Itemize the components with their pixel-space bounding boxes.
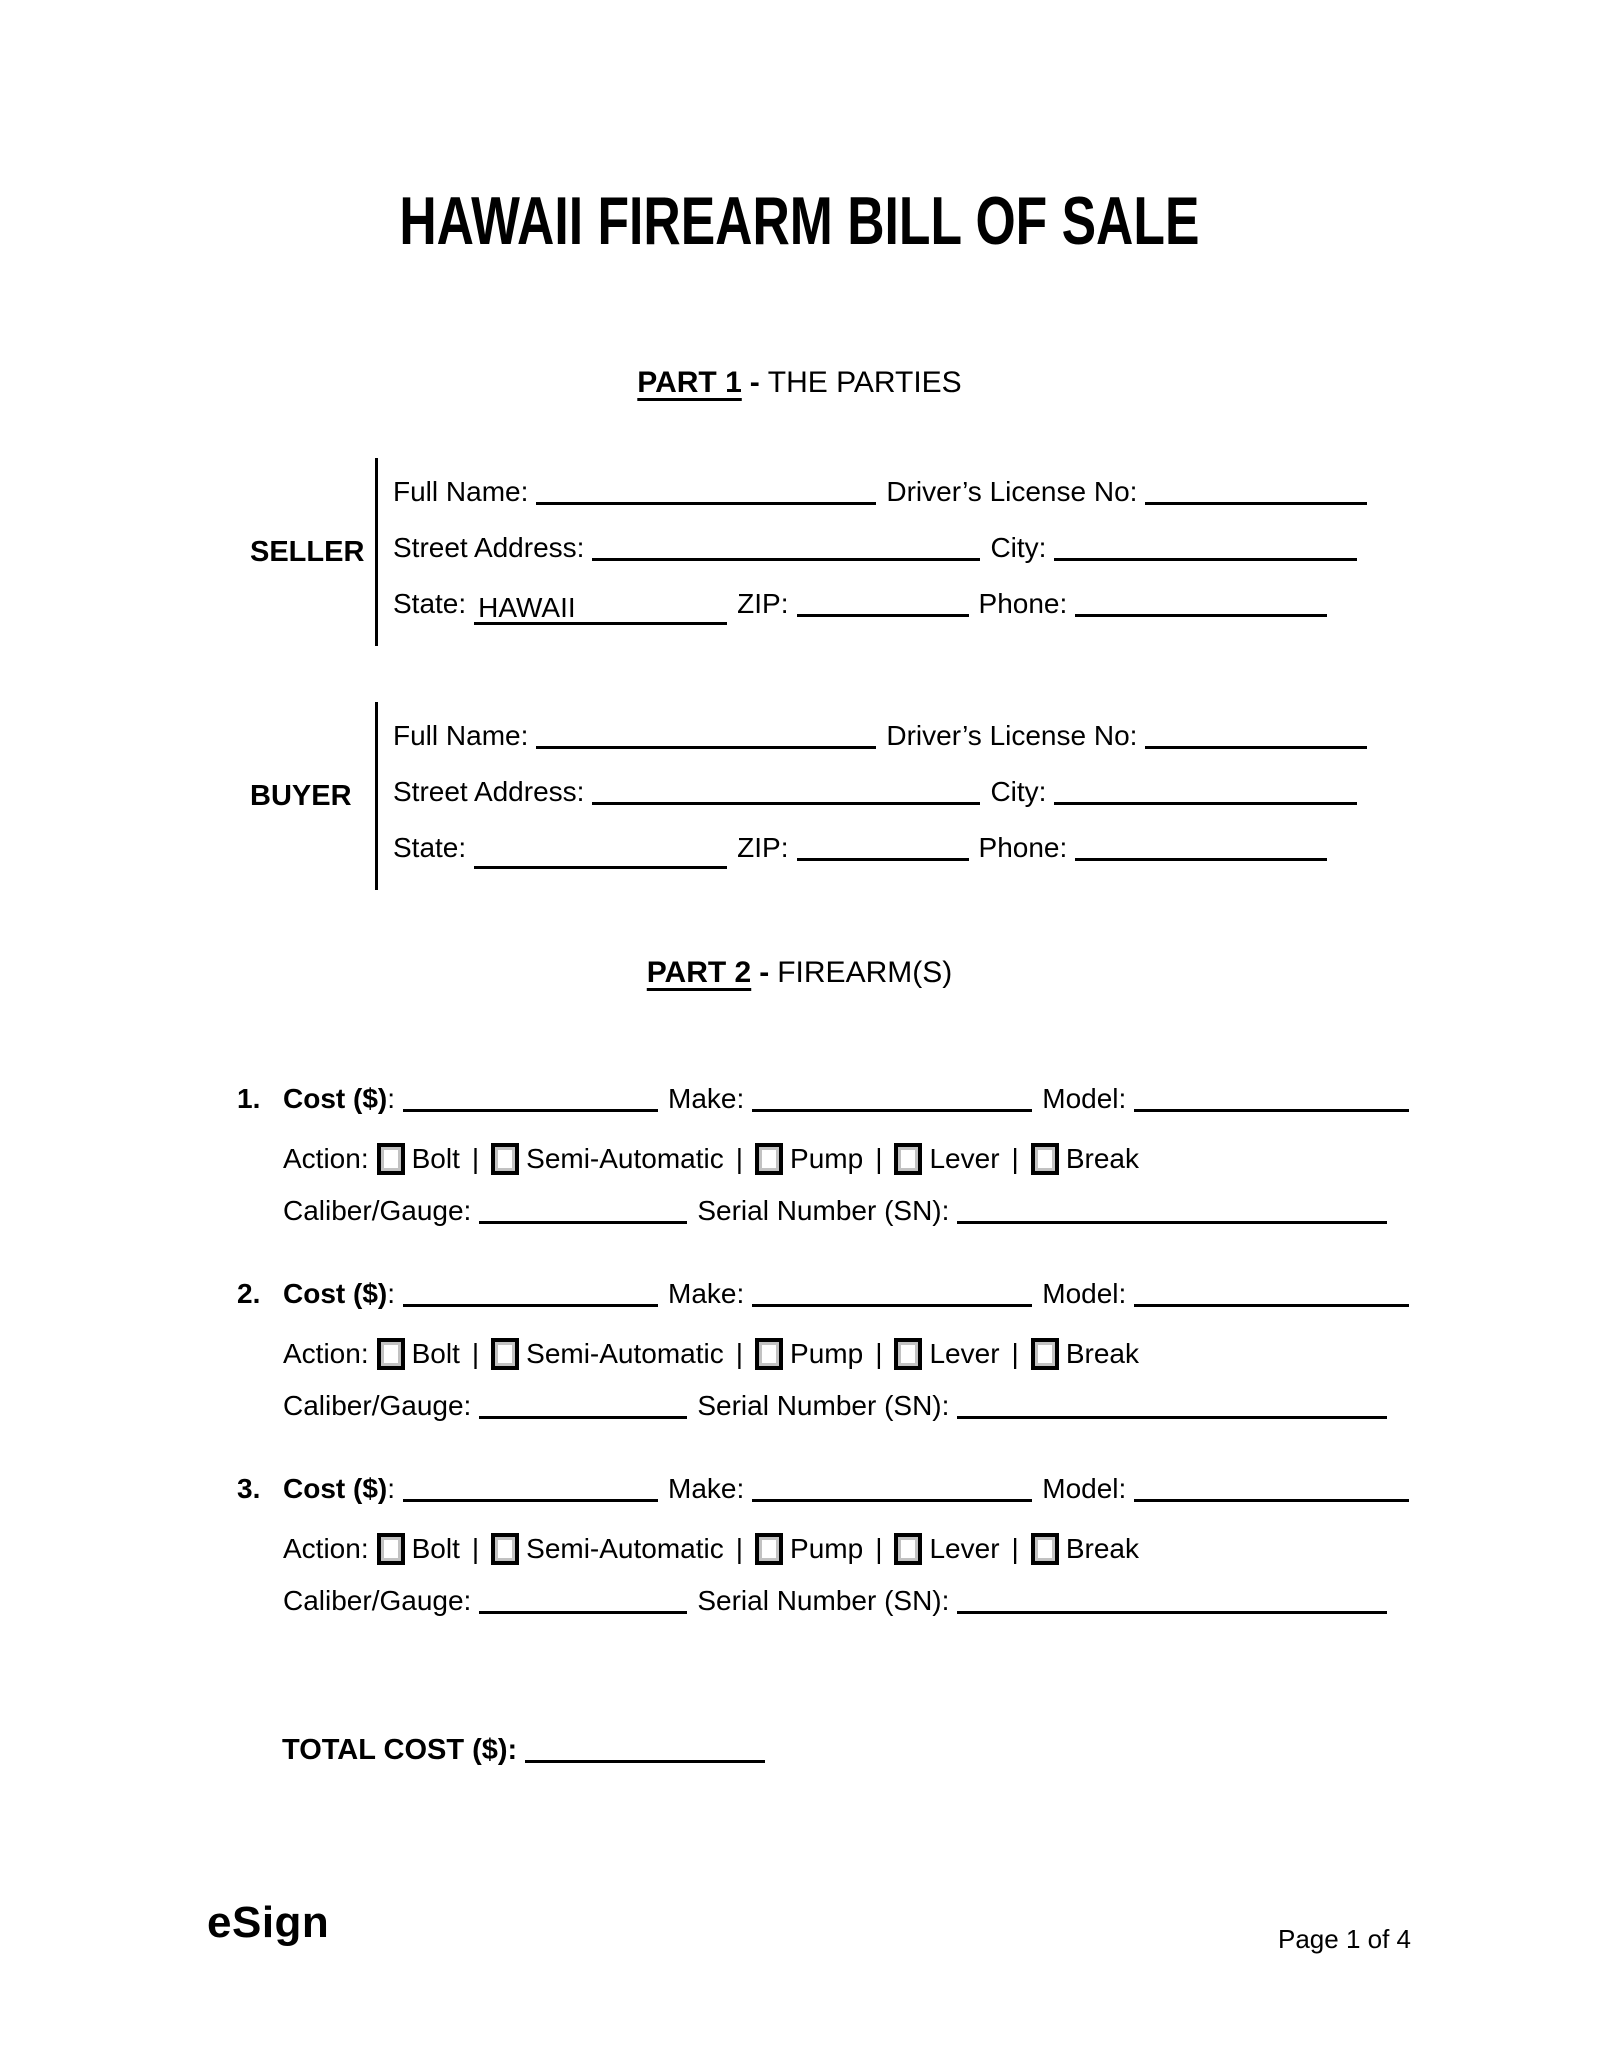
option-separator: | [1011,1338,1019,1369]
firearm-3-lever-checkbox[interactable] [894,1533,922,1565]
firearm-2-serial-blank[interactable] [957,1386,1387,1419]
action-option-break: Break [1065,1533,1139,1564]
option-separator: | [735,1533,744,1564]
firearm-3-model-blank[interactable] [1134,1469,1409,1502]
caliber-gauge-label: Caliber/Gauge: [283,1195,472,1226]
firearm-1-cost-blank[interactable] [403,1079,658,1112]
firearm-2-lever-checkbox[interactable] [894,1338,922,1370]
part2-heading [0,956,1599,990]
option-separator: | [471,1533,480,1564]
drivers-license-label: Driver’s License No: [886,720,1138,751]
firearm-2-caliber-row [283,1382,1409,1438]
option-separator: | [735,1143,744,1174]
model-label: Model: [1042,1473,1127,1504]
action-option-bolt: Bolt [411,1338,460,1369]
action-option-semi-automatic: Semi-Automatic [526,1338,724,1369]
cost-label-colon: : [387,1473,396,1504]
serial-number-label: Serial Number (SN): [697,1390,950,1421]
option-separator: | [875,1338,883,1369]
total-cost-label: TOTAL COST ($): [282,1734,518,1766]
seller-city-blank[interactable] [1054,528,1357,561]
action-option-break: Break [1065,1143,1139,1174]
part1-heading-title: THE PARTIES [767,366,962,399]
firearm-3-action-row [283,1521,1409,1577]
firearm-item-1 [237,1075,1409,1243]
firearm-1-serial-blank[interactable] [957,1191,1387,1224]
part1-heading-label: PART 1 [637,366,742,399]
firearm-2-semi-automatic-checkbox[interactable] [491,1338,519,1370]
seller-section [250,458,1367,646]
make-label: Make: [668,1083,745,1114]
state-label: State: [393,832,467,863]
action-label: Action: [283,1338,369,1369]
firearm-1-bolt-checkbox[interactable] [377,1143,405,1175]
firearm-2-pump-checkbox[interactable] [755,1338,783,1370]
action-option-bolt: Bolt [411,1143,460,1174]
action-option-semi-automatic: Semi-Automatic [526,1143,724,1174]
firearm-1-caliber-row [283,1187,1409,1243]
firearm-2-break-checkbox[interactable] [1031,1338,1059,1370]
part2-heading-label: PART 2 [646,956,752,989]
part2-heading-title: FIREARM(S) [777,956,953,989]
serial-number-label: Serial Number (SN): [697,1195,950,1226]
seller-drivers-license-blank[interactable] [1145,472,1367,505]
buyer-row-state [393,824,1367,880]
zip-label: ZIP: [737,588,789,619]
full-name-label: Full Name: [393,476,529,507]
firearm-3-cost-blank[interactable] [403,1469,658,1502]
firearm-3-semi-automatic-checkbox[interactable] [491,1533,519,1565]
city-label: City: [990,776,1047,807]
action-option-pump: Pump [790,1143,864,1174]
firearm-2-cost-row [237,1270,1409,1326]
firearm-3-number: 3. [237,1473,261,1504]
firearm-1-cost-row [237,1075,1409,1131]
firearm-3-break-checkbox[interactable] [1031,1533,1059,1565]
firearm-2-caliber-blank[interactable] [479,1386,687,1419]
buyer-drivers-license-blank[interactable] [1145,716,1367,749]
option-separator: | [1011,1143,1019,1174]
seller-zip-blank[interactable] [797,584,969,617]
action-option-lever: Lever [929,1143,1000,1174]
cost-label-colon: : [387,1278,396,1309]
phone-label: Phone: [978,588,1068,619]
caliber-gauge-label: Caliber/Gauge: [283,1585,472,1616]
seller-street-address-blank[interactable] [592,528,980,561]
option-separator: | [875,1143,883,1174]
buyer-row-address [393,768,1367,824]
document-title: HAWAII FIREARM BILL OF SALE [399,183,1200,259]
buyer-full-name-blank[interactable] [536,716,876,749]
title-row [0,182,1599,260]
buyer-state-blank[interactable] [474,836,727,869]
buyer-street-address-blank[interactable] [592,772,980,805]
total-cost-blank[interactable] [525,1730,765,1763]
firearm-3-serial-blank[interactable] [957,1581,1387,1614]
esign-logo: eSign [207,1898,330,1947]
firearm-3-make-blank[interactable] [752,1469,1032,1502]
firearm-2-action-row [283,1326,1409,1382]
firearm-1-number: 1. [237,1083,261,1114]
buyer-state-value [474,836,478,867]
firearm-3-pump-checkbox[interactable] [755,1533,783,1565]
seller-phone-blank[interactable] [1075,584,1327,617]
action-option-lever: Lever [929,1533,1000,1564]
option-separator: | [735,1338,744,1369]
seller-state-value: HAWAII [478,592,576,623]
action-label: Action: [283,1143,369,1174]
seller-state-blank[interactable] [474,592,727,625]
caliber-gauge-label: Caliber/Gauge: [283,1390,472,1421]
firearm-3-caliber-row [283,1577,1409,1633]
make-label: Make: [668,1278,745,1309]
option-separator: | [471,1338,480,1369]
firearm-2-cost-blank[interactable] [403,1274,658,1307]
action-label: Action: [283,1533,369,1564]
firearm-item-3 [237,1465,1409,1633]
cost-label: Cost ($) [283,1278,388,1309]
firearm-2-make-blank[interactable] [752,1274,1032,1307]
firearm-1-caliber-blank[interactable] [479,1191,687,1224]
firearm-2-bolt-checkbox[interactable] [377,1338,405,1370]
buyer-zip-blank[interactable] [797,828,969,861]
buyer-role-label: BUYER [250,779,352,812]
firearm-1-pump-checkbox[interactable] [755,1143,783,1175]
page-indicator: Page 1 of 4 [1278,1924,1411,1954]
cost-label: Cost ($) [283,1473,388,1504]
part1-heading-separator: - [749,366,760,399]
model-label: Model: [1042,1278,1127,1309]
part1-heading [0,366,1599,400]
seller-full-name-blank[interactable] [536,472,876,505]
serial-number-label: Serial Number (SN): [697,1585,950,1616]
action-option-semi-automatic: Semi-Automatic [526,1533,724,1564]
cost-label: Cost ($) [283,1083,388,1114]
action-option-lever: Lever [929,1338,1000,1369]
action-option-pump: Pump [790,1338,864,1369]
seller-row-address [393,524,1367,580]
firearm-3-cost-row [237,1465,1409,1521]
firearm-1-action-row [283,1131,1409,1187]
firearm-3-caliber-blank[interactable] [479,1581,687,1614]
firearm-2-number: 2. [237,1278,261,1309]
option-separator: | [471,1143,480,1174]
firearm-2-model-blank[interactable] [1134,1274,1409,1307]
total-cost-row [282,1726,765,1767]
firearm-1-make-blank[interactable] [752,1079,1032,1112]
city-label: City: [990,532,1047,563]
seller-row-state [393,580,1367,636]
firearm-3-bolt-checkbox[interactable] [377,1533,405,1565]
seller-row-name [393,468,1367,524]
buyer-phone-blank[interactable] [1075,828,1327,861]
model-label: Model: [1042,1083,1127,1114]
state-label: State: [393,588,467,619]
option-separator: | [875,1533,883,1564]
seller-role-label: SELLER [250,535,365,568]
firearm-item-2 [237,1270,1409,1438]
drivers-license-label: Driver’s License No: [886,476,1138,507]
phone-label: Phone: [978,832,1068,863]
make-label: Make: [668,1473,745,1504]
firearm-1-semi-automatic-checkbox[interactable] [491,1143,519,1175]
action-option-bolt: Bolt [411,1533,460,1564]
firearm-1-model-blank[interactable] [1134,1079,1409,1112]
cost-label-colon: : [387,1083,396,1114]
street-address-label: Street Address: [393,776,585,807]
action-option-pump: Pump [790,1533,864,1564]
zip-label: ZIP: [737,832,789,863]
firearm-1-lever-checkbox[interactable] [894,1143,922,1175]
action-option-break: Break [1065,1338,1139,1369]
seller-fields [375,458,1367,646]
option-separator: | [1011,1533,1019,1564]
buyer-fields [375,702,1367,890]
buyer-row-name [393,712,1367,768]
buyer-section [250,702,1367,890]
part2-heading-separator: - [759,956,770,989]
street-address-label: Street Address: [393,532,585,563]
buyer-city-blank[interactable] [1054,772,1357,805]
firearm-1-break-checkbox[interactable] [1031,1143,1059,1175]
full-name-label: Full Name: [393,720,529,751]
